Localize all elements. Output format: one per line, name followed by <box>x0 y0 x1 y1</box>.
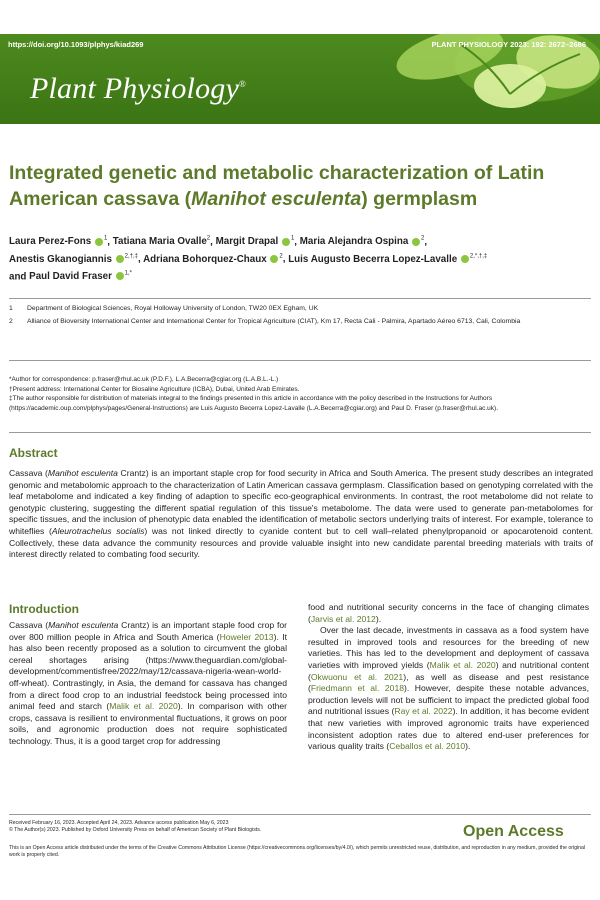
divider <box>9 298 591 299</box>
author[interactable]: Adriana Bohorquez-Chaux $^2$ <box>143 253 283 265</box>
header-topline <box>8 40 586 52</box>
license-notice: This is an Open Access article distributed under the terms of the Creative Commons Attribution License (https://creativecommons.org/licenses/by/4.0/), which permits unrestricted reuse, distribution, and reproduction in any medium, provided the original work is properly cited. <box>9 845 586 859</box>
present-address-note: †Present address: International Center for Biosaline Agriculture (ICBA), Dubai, United Arab Emirates. <box>9 385 300 393</box>
title-part2: ) germplasm <box>361 188 478 210</box>
citation-link[interactable]: Malik et al. 2020 <box>429 659 496 670</box>
orcid-icon[interactable] <box>116 255 124 263</box>
affiliation-1: 1 Department of Biological Sciences, Royal Holloway University of London, TW20 0EX Egham, UK <box>9 305 319 312</box>
divider <box>9 432 591 433</box>
affiliation-2: 2 Alliance of Bioversity International Center and International Center for Tropical Agriculture (CIAT), Km 17, Recta Cali - Palmira, Apartado Aéreo 6713, Cali, Colombia <box>9 318 521 325</box>
author[interactable]: Laura Perez-Fons $^1$ <box>9 236 108 248</box>
author[interactable]: Paul David Fraser $^{1,*}$ <box>29 270 133 282</box>
orcid-icon[interactable] <box>282 238 290 246</box>
author-list: Laura Perez-Fons $^1$, Tatiana Maria Ovalle$^2$, Margit Drapal $^1$, Maria Alejandra Ospina $^2$, Anestis Gkanogiannis $^{2,\dagger,\ddagger}$, Adriana Bohorquez-Chaux $^2$, Luis Augusto Becerra Lopez-Lavalle $^{2,*,\dagger,\ddagger}$ and Paul David Fraser $^{1,*}$ <box>9 236 488 282</box>
orcid-icon[interactable] <box>95 238 103 246</box>
responsible-author-note: ‡The author responsible for distribution of materials integral to the findings presented in this article in accordance with the policy described in the Instructions for Authors (https://academic.oup.com/plphys/pages/General-Instructions) are Luis Augusto Becerra Lopez-Lavalle (L.A.Becerra@cgiar.org) and Paul D. Fraser (p.fraser@rhul.ac.uk). <box>9 395 499 412</box>
orcid-icon[interactable] <box>270 255 278 263</box>
author-and: and <box>9 270 27 282</box>
author[interactable]: Tatiana Maria Ovalle$^2$ <box>112 236 211 248</box>
author[interactable]: Luis Augusto Becerra Lopez-Lavalle $^{2,*,\dagger,\ddagger}$ <box>288 253 488 265</box>
journal-banner <box>0 34 600 124</box>
registered-mark: ® <box>239 79 247 89</box>
citation-link[interactable]: Friedmann et al. 2018 <box>310 683 404 694</box>
citation-link[interactable]: Ceballos et al. 2010 <box>389 741 466 752</box>
publication-info <box>9 820 469 835</box>
affiliations <box>9 304 591 327</box>
citation-link[interactable]: Ray et al. 2022 <box>394 706 453 717</box>
abstract-heading: Abstract <box>9 446 58 460</box>
citation-link[interactable]: Okwuonu et al. 2021 <box>310 671 404 682</box>
journal-name <box>30 72 246 106</box>
orcid-icon[interactable] <box>412 238 420 246</box>
journal-name-text: Plant Physiology <box>30 72 239 105</box>
title-species: Manihot esculenta <box>191 188 362 210</box>
copyright-notice: © The Author(s) 2023. Published by Oxford University Press on behalf of American Society of Plant Biologists. <box>9 827 262 834</box>
divider <box>9 360 591 361</box>
correspondence-note: *Author for correspondence: p.fraser@rhul.ac.uk (P.D.F.), L.A.Becerra@cgiar.org (L.A.B.L.-L.) <box>9 376 279 383</box>
journal-citation: PLANT PHYSIOLOGY 2023: 192: 2672–2686 <box>431 40 586 49</box>
author-notes <box>9 375 594 413</box>
title-part1: Integrated genetic and metabolic characterization of Latin American cassava ( <box>9 162 545 210</box>
article-title <box>9 160 589 212</box>
orcid-icon[interactable] <box>116 272 124 280</box>
orcid-icon[interactable] <box>461 255 469 263</box>
citation-link[interactable]: Howeler 2013 <box>219 631 274 642</box>
received-dates: Received February 16, 2023. Accepted April 24, 2023. Advance access publication May 6, 2023 <box>9 820 229 826</box>
citation-link[interactable]: Jarvis et al. 2012 <box>310 613 376 624</box>
divider <box>9 814 591 815</box>
open-access-label: Open Access <box>463 823 564 840</box>
intro-left-column: Cassava (Manihot esculenta Crantz) is an important staple food crop for over 800 million people in Africa and South America (Howeler 2013). It has also been recently proposed as a solution to circumvent the global cereal shortages arising (https://www.theguardian.com/global-development/commentisfree/2022/may/12/cassava-nigeria-wean-world-off-wheat). Contrastingly, in Asia, the demand for cassava has changed from a direct food crop to an industrial feedstock being processed into animal feed and starch (Malik et al. 2020). In comparison with other crops, cassava is resilient to environmental fluctuations, it grows on poor soils, and agronomic production does not require sophisticated technology. Thus, it is a good target crop for addressing <box>9 620 288 746</box>
author[interactable]: Maria Alejandra Ospina $^2$ <box>299 236 425 248</box>
introduction-heading: Introduction <box>9 602 79 616</box>
citation-link[interactable]: Malik et al. 2020 <box>109 701 178 712</box>
doi-link[interactable]: https://doi.org/10.1093/plphys/kiad269 <box>8 40 144 49</box>
abstract-body: Cassava (Manihot esculenta Crantz) is an important staple crop for food security in Africa and South America. The present study describes an integrated genomic and metabolomic approach to the characterization of Latin American cassava germplasm. Classification based on genotyping correlated with the leaf metabolome and indicated a key finding of adaption to specific eco-geographical environments. In contrast, the root metabolome did not relate to genotypic clustering, suggesting the different spatial regulation of this tissue's metabolome. The data were used to generate pan-metabolomes for specific tissues, and the inclusion of phenotypic data enabled the identification of metabolic sectors underlying traits of interest. For example, tolerance to whiteflies (Aleurotrachelus socialis) was not linked directly to cyanide content but to cell wall–related phenylpropanoid or apocarotenoid content. Collectively, these data advance the community resources and provide valuable insight into new candidate parental breeding materials with traits of interest directly related to combating food security. <box>9 468 594 560</box>
author[interactable]: Margit Drapal $^1$ <box>215 236 295 248</box>
author[interactable]: Anestis Gkanogiannis $^{2,\dagger,\ddagger}$ <box>9 253 138 265</box>
intro-right-column: food and nutritional security concerns in the face of changing climates (Jarvis et al. 2012). Over the last decade, investments in cassava as a food system have resulted in improved tools and resources for the breeding of new varieties. This has led to the development and deployment of cassava varieties with improved yields (Malik et al. 2020) and nutritional content (Okwuonu et al. 2021), as well as disease and pest resistance (Friedmann et al. 2018). However, despite these notable advances, production levels will not be sufficient to impact the predicted global food and nutritional issues (Ray et al. 2022). In addition, it has become evident that new varieties with improved agronomic traits have experienced inconsistent adoption rates due to altered end-user preferences for various quality traits (Ceballos et al. 2010). <box>308 602 590 752</box>
